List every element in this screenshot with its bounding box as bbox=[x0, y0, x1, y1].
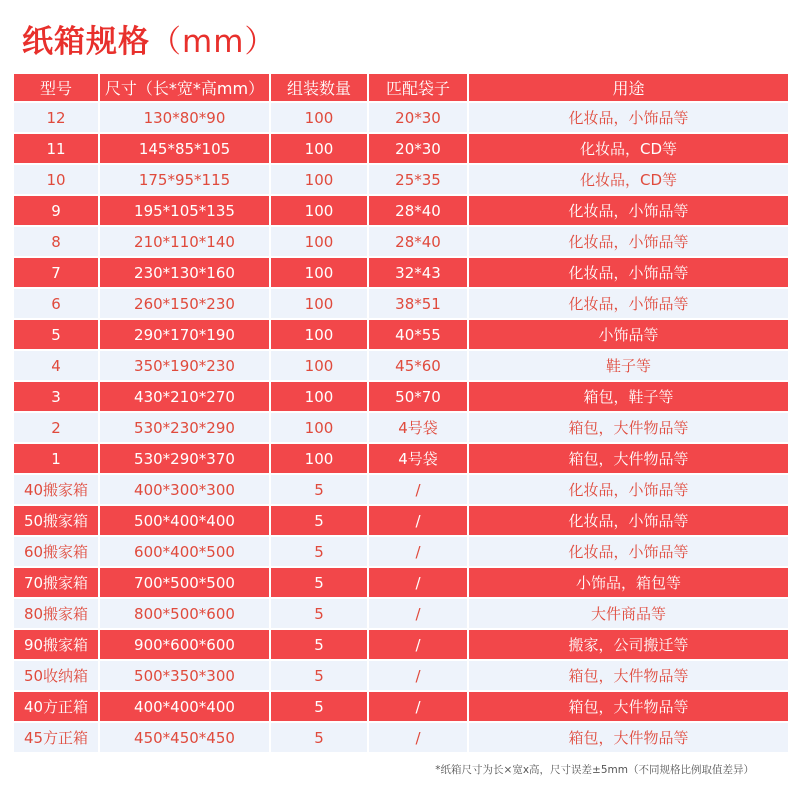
cell-bag: / bbox=[369, 506, 467, 535]
table-row bbox=[14, 227, 788, 256]
table-body bbox=[14, 103, 788, 752]
cell-usage: 化妆品，小饰品等 bbox=[469, 506, 788, 535]
cell-size: 450*450*450 bbox=[100, 723, 269, 752]
cell-bag: / bbox=[369, 475, 467, 504]
table-row bbox=[14, 165, 788, 194]
table-row bbox=[14, 103, 788, 132]
table-row bbox=[14, 134, 788, 163]
table-row bbox=[14, 661, 788, 690]
cell-model: 50收纳箱 bbox=[14, 661, 98, 690]
cell-model: 4 bbox=[14, 351, 98, 380]
cell-size: 530*230*290 bbox=[100, 413, 269, 442]
cell-bag: / bbox=[369, 599, 467, 628]
cell-quantity: 5 bbox=[271, 723, 367, 752]
cell-bag: / bbox=[369, 537, 467, 566]
table-row bbox=[14, 196, 788, 225]
header-bag: 匹配袋子 bbox=[369, 74, 467, 101]
cell-model: 45方正箱 bbox=[14, 723, 98, 752]
cell-bag: / bbox=[369, 661, 467, 690]
cell-size: 530*290*370 bbox=[100, 444, 269, 473]
cell-model: 11 bbox=[14, 134, 98, 163]
table-row bbox=[14, 599, 788, 628]
cell-usage: 化妆品，小饰品等 bbox=[469, 289, 788, 318]
cell-quantity: 100 bbox=[271, 413, 367, 442]
cell-size: 600*400*500 bbox=[100, 537, 269, 566]
table-row bbox=[14, 506, 788, 535]
cell-size: 400*400*400 bbox=[100, 692, 269, 721]
table-row bbox=[14, 475, 788, 504]
cell-model: 3 bbox=[14, 382, 98, 411]
cell-usage: 化妆品，小饰品等 bbox=[469, 196, 788, 225]
cell-quantity: 100 bbox=[271, 444, 367, 473]
table-row bbox=[14, 692, 788, 721]
cell-quantity: 5 bbox=[271, 568, 367, 597]
spec-table bbox=[12, 72, 790, 754]
table-row bbox=[14, 537, 788, 566]
cell-size: 900*600*600 bbox=[100, 630, 269, 659]
cell-bag: 25*35 bbox=[369, 165, 467, 194]
cell-model: 40方正箱 bbox=[14, 692, 98, 721]
header-row bbox=[14, 74, 788, 101]
cell-usage: 箱包，鞋子等 bbox=[469, 382, 788, 411]
cell-bag: / bbox=[369, 692, 467, 721]
table-row bbox=[14, 723, 788, 752]
cell-size: 130*80*90 bbox=[100, 103, 269, 132]
table-row bbox=[14, 444, 788, 473]
table-row bbox=[14, 258, 788, 287]
cell-usage: 化妆品，小饰品等 bbox=[469, 537, 788, 566]
cell-quantity: 100 bbox=[271, 196, 367, 225]
cell-quantity: 100 bbox=[271, 351, 367, 380]
cell-model: 6 bbox=[14, 289, 98, 318]
header-model: 型号 bbox=[14, 74, 98, 101]
cell-size: 195*105*135 bbox=[100, 196, 269, 225]
cell-quantity: 5 bbox=[271, 537, 367, 566]
footnote: *纸箱尺寸为长×宽x高，尺寸误差±5mm（不同规格比例取值差异） bbox=[435, 764, 754, 776]
cell-quantity: 5 bbox=[271, 661, 367, 690]
page-title bbox=[22, 22, 276, 62]
cell-usage: 搬家，公司搬迁等 bbox=[469, 630, 788, 659]
cell-model: 12 bbox=[14, 103, 98, 132]
cell-bag: / bbox=[369, 568, 467, 597]
cell-model: 7 bbox=[14, 258, 98, 287]
table-row bbox=[14, 289, 788, 318]
cell-model: 80搬家箱 bbox=[14, 599, 98, 628]
cell-quantity: 100 bbox=[271, 165, 367, 194]
cell-model: 5 bbox=[14, 320, 98, 349]
cell-model: 70搬家箱 bbox=[14, 568, 98, 597]
cell-size: 350*190*230 bbox=[100, 351, 269, 380]
cell-usage: 化妆品，小饰品等 bbox=[469, 475, 788, 504]
cell-usage: 化妆品，小饰品等 bbox=[469, 103, 788, 132]
cell-size: 500*400*400 bbox=[100, 506, 269, 535]
cell-quantity: 100 bbox=[271, 258, 367, 287]
cell-bag: 4号袋 bbox=[369, 413, 467, 442]
table-row bbox=[14, 351, 788, 380]
cell-quantity: 100 bbox=[271, 289, 367, 318]
cell-size: 430*210*270 bbox=[100, 382, 269, 411]
header-usage: 用途 bbox=[469, 74, 788, 101]
cell-size: 700*500*500 bbox=[100, 568, 269, 597]
cell-usage: 箱包，大件物品等 bbox=[469, 723, 788, 752]
cell-bag: 28*40 bbox=[369, 196, 467, 225]
cell-size: 400*300*300 bbox=[100, 475, 269, 504]
cell-quantity: 100 bbox=[271, 382, 367, 411]
table-row bbox=[14, 382, 788, 411]
cell-bag: 20*30 bbox=[369, 103, 467, 132]
cell-usage: 化妆品，小饰品等 bbox=[469, 258, 788, 287]
cell-bag: / bbox=[369, 630, 467, 659]
table-row bbox=[14, 568, 788, 597]
cell-size: 145*85*105 bbox=[100, 134, 269, 163]
cell-model: 40搬家箱 bbox=[14, 475, 98, 504]
cell-bag: 20*30 bbox=[369, 134, 467, 163]
cell-bag: 45*60 bbox=[369, 351, 467, 380]
table-row bbox=[14, 413, 788, 442]
cell-bag: / bbox=[369, 723, 467, 752]
cell-model: 50搬家箱 bbox=[14, 506, 98, 535]
cell-bag: 32*43 bbox=[369, 258, 467, 287]
cell-model: 90搬家箱 bbox=[14, 630, 98, 659]
cell-quantity: 5 bbox=[271, 630, 367, 659]
table-row bbox=[14, 320, 788, 349]
title-main: 纸箱规格 bbox=[22, 24, 150, 60]
cell-usage: 箱包，大件物品等 bbox=[469, 692, 788, 721]
cell-size: 500*350*300 bbox=[100, 661, 269, 690]
cell-model: 60搬家箱 bbox=[14, 537, 98, 566]
cell-model: 10 bbox=[14, 165, 98, 194]
cell-model: 2 bbox=[14, 413, 98, 442]
cell-usage: 箱包，大件物品等 bbox=[469, 444, 788, 473]
cell-quantity: 5 bbox=[271, 599, 367, 628]
cell-usage: 化妆品，CD等 bbox=[469, 134, 788, 163]
cell-usage: 化妆品，小饰品等 bbox=[469, 227, 788, 256]
title-unit: （mm） bbox=[150, 24, 277, 60]
cell-size: 175*95*115 bbox=[100, 165, 269, 194]
cell-quantity: 5 bbox=[271, 692, 367, 721]
cell-quantity: 100 bbox=[271, 134, 367, 163]
cell-usage: 箱包，大件物品等 bbox=[469, 413, 788, 442]
cell-quantity: 100 bbox=[271, 227, 367, 256]
cell-usage: 鞋子等 bbox=[469, 351, 788, 380]
cell-usage: 小饰品，箱包等 bbox=[469, 568, 788, 597]
cell-size: 210*110*140 bbox=[100, 227, 269, 256]
cell-quantity: 100 bbox=[271, 320, 367, 349]
cell-usage: 化妆品，CD等 bbox=[469, 165, 788, 194]
cell-size: 800*500*600 bbox=[100, 599, 269, 628]
cell-bag: 38*51 bbox=[369, 289, 467, 318]
cell-size: 260*150*230 bbox=[100, 289, 269, 318]
cell-quantity: 5 bbox=[271, 506, 367, 535]
cell-size: 290*170*190 bbox=[100, 320, 269, 349]
cell-model: 9 bbox=[14, 196, 98, 225]
cell-size: 230*130*160 bbox=[100, 258, 269, 287]
cell-quantity: 5 bbox=[271, 475, 367, 504]
cell-quantity: 100 bbox=[271, 103, 367, 132]
cell-bag: 40*55 bbox=[369, 320, 467, 349]
cell-usage: 大件商品等 bbox=[469, 599, 788, 628]
header-quantity: 组装数量 bbox=[271, 74, 367, 101]
header-size: 尺寸（长*宽*高mm） bbox=[100, 74, 269, 101]
cell-bag: 28*40 bbox=[369, 227, 467, 256]
cell-usage: 箱包，大件物品等 bbox=[469, 661, 788, 690]
cell-model: 1 bbox=[14, 444, 98, 473]
cell-bag: 4号袋 bbox=[369, 444, 467, 473]
cell-usage: 小饰品等 bbox=[469, 320, 788, 349]
table-row bbox=[14, 630, 788, 659]
cell-bag: 50*70 bbox=[369, 382, 467, 411]
cell-model: 8 bbox=[14, 227, 98, 256]
